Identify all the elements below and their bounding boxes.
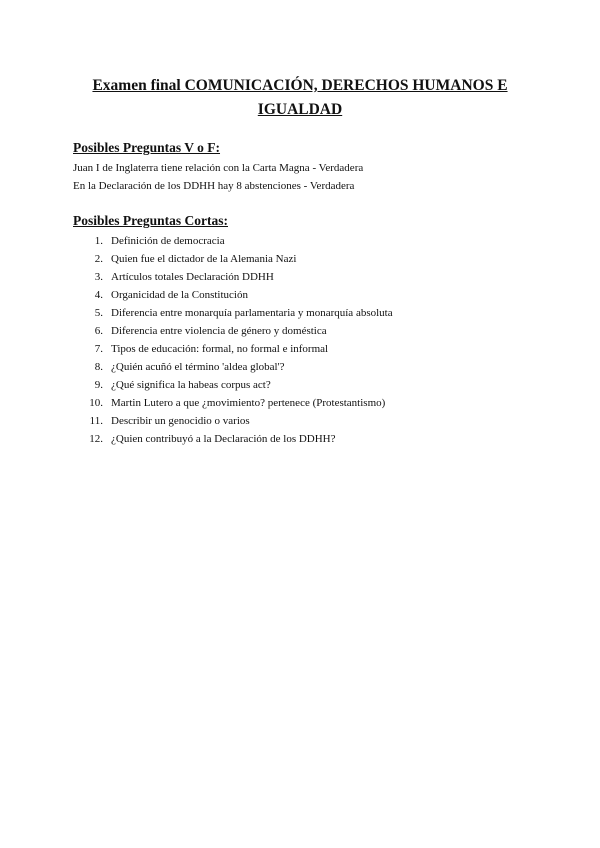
short-questions-heading: Posibles Preguntas Cortas: — [73, 213, 228, 228]
item-text: Organicidad de la Constitución — [111, 289, 248, 301]
list-item — [73, 250, 393, 268]
item-number: 10. — [89, 397, 103, 409]
title-line-1: Examen final COMUNICACIÓN, DERECHOS HUMANOS E — [92, 77, 508, 94]
item-text: Diferencia entre violencia de género y doméstica — [111, 325, 327, 337]
item-number: 5. — [94, 307, 103, 319]
vf-section-heading: Posibles Preguntas V o F: — [73, 140, 221, 155]
item-text: Artículos totales Declaración DDHH — [111, 271, 274, 283]
list-item — [73, 394, 393, 412]
item-number: 9. — [94, 379, 103, 391]
list-item — [73, 430, 393, 448]
item-number: 1. — [94, 235, 103, 247]
vf-question: Juan I de Inglaterra tiene relación con la Carta Magna - Verdadera — [73, 162, 364, 174]
item-text: Diferencia entre monarquía parlamentaria y monarquía absoluta — [111, 307, 393, 319]
item-number: 7. — [94, 343, 103, 355]
list-item — [73, 286, 393, 304]
item-number: 12. — [89, 433, 103, 445]
item-text: Definición de democracia — [111, 235, 225, 247]
item-text: ¿Qué significa la habeas corpus act? — [111, 379, 271, 391]
item-number: 4. — [94, 289, 103, 301]
vf-questions — [73, 159, 363, 195]
list-item — [73, 340, 393, 358]
item-number: 3. — [94, 271, 103, 283]
title-line-2: IGUALDAD — [257, 101, 343, 118]
list-item — [73, 268, 393, 286]
short-questions-list — [73, 232, 393, 448]
item-number: 11. — [89, 415, 103, 427]
item-text: Describir un genocidio o varios — [111, 415, 250, 427]
item-number: 2. — [94, 253, 103, 265]
list-item — [73, 376, 393, 394]
list-item — [73, 304, 393, 322]
item-number: 6. — [94, 325, 103, 337]
list-item — [73, 358, 393, 376]
list-item — [73, 322, 393, 340]
item-text: ¿Quién acuñó el término 'aldea global'? — [111, 361, 285, 373]
vf-question: En la Declaración de los DDHH hay 8 abstenciones - Verdadera — [73, 180, 355, 192]
document-title — [0, 74, 600, 122]
item-text: Tipos de educación: formal, no formal e informal — [111, 343, 329, 355]
list-item — [73, 232, 393, 250]
item-text: Martin Lutero a que ¿movimiento? pertenece (Protestantismo) — [111, 397, 386, 409]
item-number: 8. — [94, 361, 103, 373]
list-item — [73, 412, 393, 430]
item-text: Quien fue el dictador de la Alemania Nazi — [111, 253, 297, 265]
item-text: ¿Quien contribuyó a la Declaración de los DDHH? — [111, 433, 336, 445]
